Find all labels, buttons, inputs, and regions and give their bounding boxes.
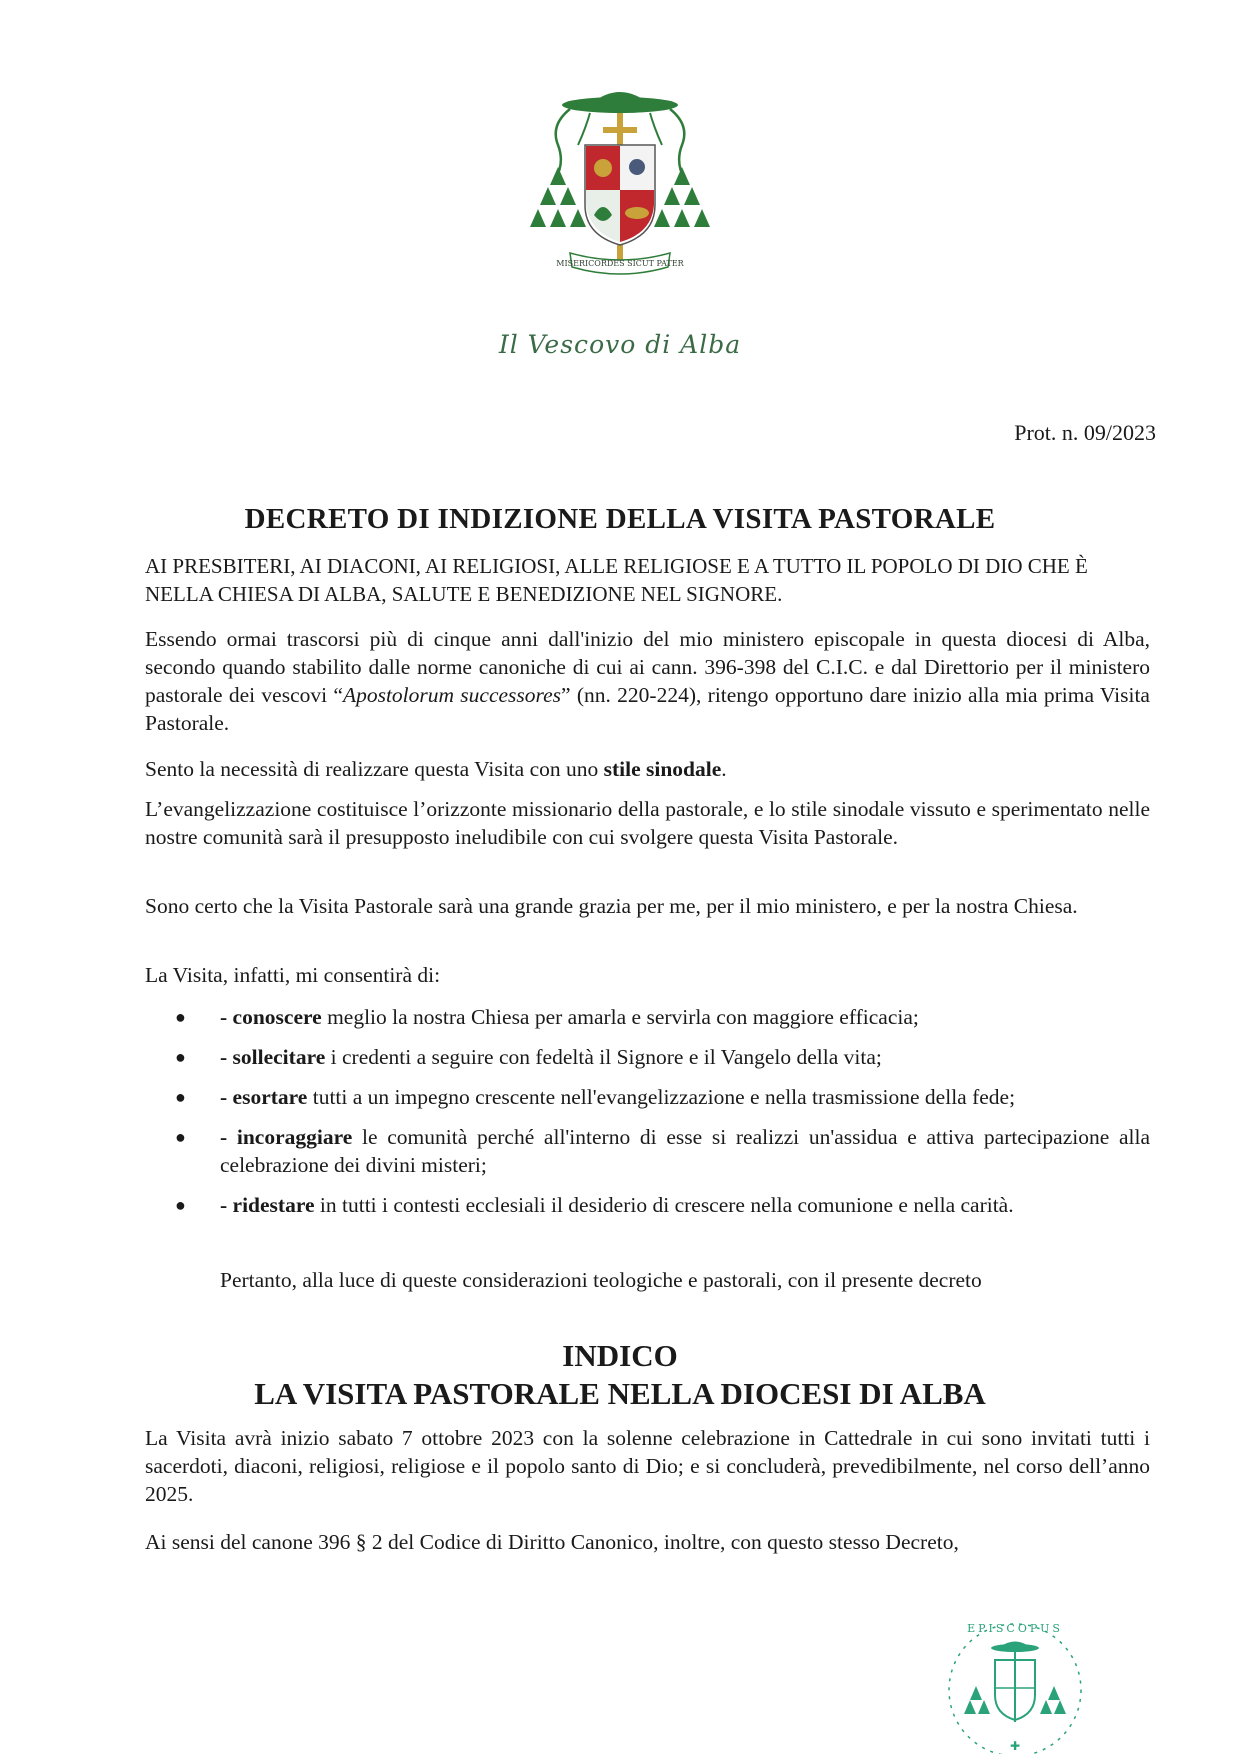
synodal-bold: stile sinodale bbox=[603, 757, 722, 781]
addressee-text: AI PRESBITERI, AI DIACONI, AI RELIGIOSI, ALLE RELIGIOSE E A TUTTO IL POPOLO DI DIO CHE È NELLA CHIESA DI ALBA, SALUTE E BENEDIZIONE NEL SIGNORE. bbox=[145, 554, 1088, 606]
indico-heading bbox=[0, 1337, 1240, 1413]
list-item-text: tutti a un impegno crescente nell'evangelizzazione e nella trasmissione della fede; bbox=[307, 1085, 1016, 1109]
bullet-icon: ● bbox=[175, 1127, 186, 1147]
list-item-keyword: - esortare bbox=[220, 1085, 308, 1109]
start-date-text: La Visita avrà inizio sabato 7 ottobre 2023 con la solenne celebrazione in Cattedrale in cui sono invitati tutti i sacerdoti, diaconi, religiosi, religiose e il popolo santo di Dio; e si concluderà, prevedibilmente, nel corso dell’anno 2025. bbox=[145, 1426, 1150, 1506]
intro-text-end: ” (nn. 220-224), ritengo opportuno dare inizio alla mia prima Visita Pastorale. bbox=[145, 683, 1150, 735]
indico-line2: LA VISITA PASTORALE NELLA DIOCESI DI ALBA bbox=[254, 1376, 986, 1411]
list-item-text: i credenti a seguire con fedeltà il Signore e il Vangelo della vita; bbox=[325, 1045, 882, 1069]
document-title: DECRETO DI INDIZIONE DELLA VISITA PASTORALE bbox=[244, 503, 996, 535]
conclusion-text: Pertanto, alla luce di queste considerazioni teologiche e pastorali, con il presente decreto bbox=[220, 1268, 982, 1292]
list-item bbox=[175, 1003, 1150, 1031]
synodal-text: Sento la necessità di realizzare questa Visita con uno bbox=[145, 757, 604, 781]
intro-text-italic: Apostolorum successores bbox=[342, 683, 562, 707]
synodal-end: . bbox=[721, 757, 727, 781]
paragraph-start-date bbox=[145, 1424, 1150, 1508]
svg-text:MISERICORDES SICUT PATER: MISERICORDES SICUT PATER bbox=[556, 259, 684, 268]
goals-list bbox=[175, 1003, 1150, 1231]
coat-of-arms bbox=[530, 85, 710, 305]
evangelization-text: L’evangelizzazione costituisce l’orizzonte missionario della pastorale, e lo stile sinodale vissuto e sperimentato nelle nostre comunità sarà il presupposto ineludibile con cui svolgere questa Visita Pastorale. bbox=[145, 797, 1150, 849]
bullet-icon: ● bbox=[175, 1047, 186, 1067]
list-item bbox=[175, 1083, 1150, 1111]
list-item-text: meglio la nostra Chiesa per amarla e servirla con maggiore efficacia; bbox=[321, 1005, 919, 1029]
paragraph-list-intro bbox=[145, 961, 1150, 989]
paragraph-synodal bbox=[145, 755, 1150, 783]
list-item bbox=[175, 1191, 1150, 1219]
list-item-text: in tutti i contesti ecclesiali il desiderio di crescere nella comunione e nella carità. bbox=[314, 1193, 1014, 1217]
bullet-icon: ● bbox=[175, 1007, 186, 1027]
list-item-keyword: - incoraggiare bbox=[220, 1125, 353, 1149]
paragraph-intro bbox=[145, 625, 1150, 737]
list-item-keyword: - ridestare bbox=[220, 1193, 315, 1217]
paragraph-canon bbox=[145, 1528, 1150, 1556]
bullet-icon: ● bbox=[175, 1195, 186, 1215]
svg-text:EPISCOPUS: EPISCOPUS bbox=[967, 1622, 1063, 1635]
list-intro-text: La Visita, infatti, mi consentirà di: bbox=[145, 963, 441, 987]
list-item-text: le comunità perché all'interno di esse si realizzi un'assidua e attiva partecipazione alla celebrazione dei divini misteri; bbox=[220, 1125, 1150, 1177]
canon-text: Ai sensi del canone 396 § 2 del Codice di Diritto Canonico, inoltre, con questo stesso Decreto, bbox=[145, 1530, 959, 1554]
list-item-keyword: - conoscere bbox=[220, 1005, 322, 1029]
paragraph-grace bbox=[145, 892, 1150, 920]
episcopal-seal-stamp bbox=[940, 1610, 1090, 1754]
bullet-icon: ● bbox=[175, 1087, 186, 1107]
paragraph-evangelization bbox=[145, 795, 1150, 851]
list-item bbox=[175, 1123, 1150, 1179]
bishop-signature-line: Il Vescovo di Alba bbox=[498, 330, 742, 359]
protocol-number: Prot. n. 09/2023 bbox=[1014, 420, 1156, 445]
svg-text:✚: ✚ bbox=[1009, 1739, 1021, 1753]
intro-text-start: Essendo ormai trascorsi più di cinque anni dall'inizio del mio ministero episcopale in questa diocesi di Alba, secondo quando stabilito dalle norme canoniche di cui ai cann. 396-398 del C.I.C. e dal Direttorio per il ministero pastorale dei vescovi “ bbox=[145, 627, 1150, 707]
list-item-keyword: - sollecitare bbox=[220, 1045, 326, 1069]
indico-line1: INDICO bbox=[562, 1338, 678, 1373]
addressee-paragraph bbox=[145, 552, 1150, 608]
grace-text: Sono certo che la Visita Pastorale sarà una grande grazia per me, per il mio ministero, e per la nostra Chiesa. bbox=[145, 894, 1078, 918]
list-item bbox=[175, 1043, 1150, 1071]
